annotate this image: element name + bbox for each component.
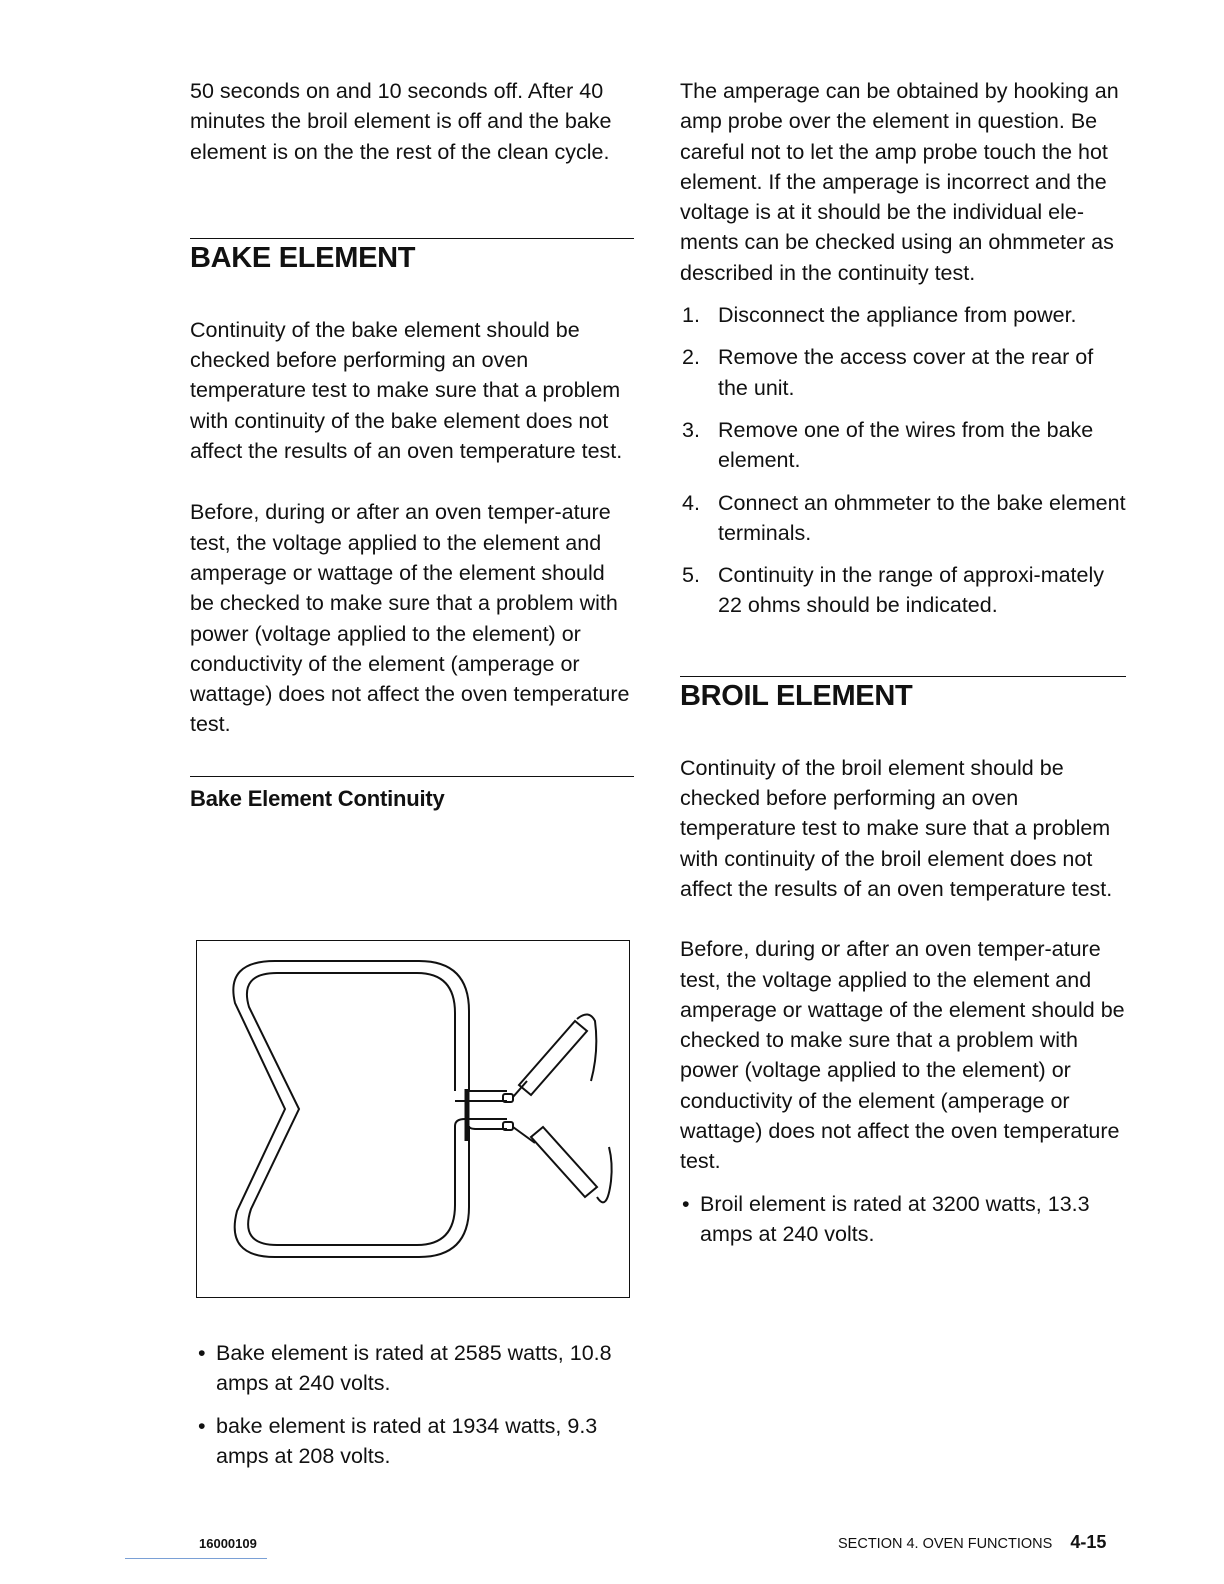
list-item: 2. Remove the access cover at the rear of the unit. xyxy=(682,345,1094,400)
bake-continuity-paragraph: Continuity of the bake element should be checked before performing an oven temperature test to make sure that a problem with continuity of the bake element does not affect the results of an oven temperature test. xyxy=(190,317,623,464)
continuity-steps xyxy=(680,300,1126,621)
bake-heading-rule xyxy=(190,238,634,239)
intro-paragraph: 50 seconds on and 10 seconds off. After 40 minutes the broil element is off and the bake element is on the the rest of the clean cycle. xyxy=(190,79,612,164)
broil-heading-rule xyxy=(680,676,1126,677)
page-footer xyxy=(838,1532,1106,1553)
bake-element-figure xyxy=(196,940,630,1298)
broil-continuity-paragraph: Continuity of the broil element should be checked before performing an oven temperature test to make sure that a problem with continuity of the broil element does not affect the results of an oven temperature test. xyxy=(680,755,1113,901)
broil-rating-list xyxy=(680,1189,1126,1250)
bake-voltage-paragraph: Before, during or after an oven temper-ature test, the voltage applied to the element and amperage or wattage of the element should be checked to make sure that a problem with power (voltage applied to the element) or conductivity of the element (amperage or wattage) does not affect the oven temperature test. xyxy=(190,500,630,737)
section-title: SECTION 4. OVEN FUNCTIONS xyxy=(838,1536,1053,1552)
bake-rating-list xyxy=(196,1338,636,1483)
list-item: 5. Continuity in the range of approxi-mately 22 ohms should be indicated. xyxy=(682,563,1105,618)
bake-element-illustration xyxy=(197,941,631,1299)
left-column xyxy=(190,76,634,813)
list-item: 1. Disconnect the appliance from power. xyxy=(682,303,1077,328)
bottom-divider xyxy=(125,1558,267,1559)
amperage-paragraph: The amperage can be obtained by hooking an amp probe over the element in question. Be careful not to let the amp probe touch the hot element. If the amperage is incorrect and the voltage is at it should be the individual ele-ments can be checked using an ohmmeter as described in the continuity test. xyxy=(680,79,1119,285)
right-column xyxy=(680,76,1126,1261)
document-number: 16000109 xyxy=(199,1536,257,1551)
bake-element-continuity-heading: Bake Element Continuity xyxy=(190,785,445,811)
bake-element-heading: BAKE ELEMENT xyxy=(190,241,416,274)
list-item: • bake element is rated at 1934 watts, 9.3 amps at 208 volts. xyxy=(196,1411,636,1472)
broil-voltage-paragraph: Before, during or after an oven temper-ature test, the voltage applied to the element and amperage or wattage of the element should be checked to make sure that a problem with power (voltage applied to the element) or conductivity of the element (amperage or wattage) does not affect the oven temperature test. xyxy=(680,937,1125,1174)
broil-element-heading: BROIL ELEMENT xyxy=(680,679,913,712)
list-item: 3. Remove one of the wires from the bake element. xyxy=(682,417,1094,473)
continuity-heading-rule xyxy=(190,776,634,777)
bullet-icon: • xyxy=(198,1413,206,1438)
list-item: 4. Connect an ohmmeter to the bake element terminals. xyxy=(682,490,1126,545)
list-item: • Bake element is rated at 2585 watts, 10.8 amps at 240 volts. xyxy=(196,1338,636,1399)
bullet-icon: • xyxy=(682,1191,690,1216)
list-item: • Broil element is rated at 3200 watts, 13.3 amps at 240 volts. xyxy=(680,1189,1126,1250)
page-number: 4-15 xyxy=(1070,1532,1107,1552)
bullet-icon: • xyxy=(198,1341,206,1365)
